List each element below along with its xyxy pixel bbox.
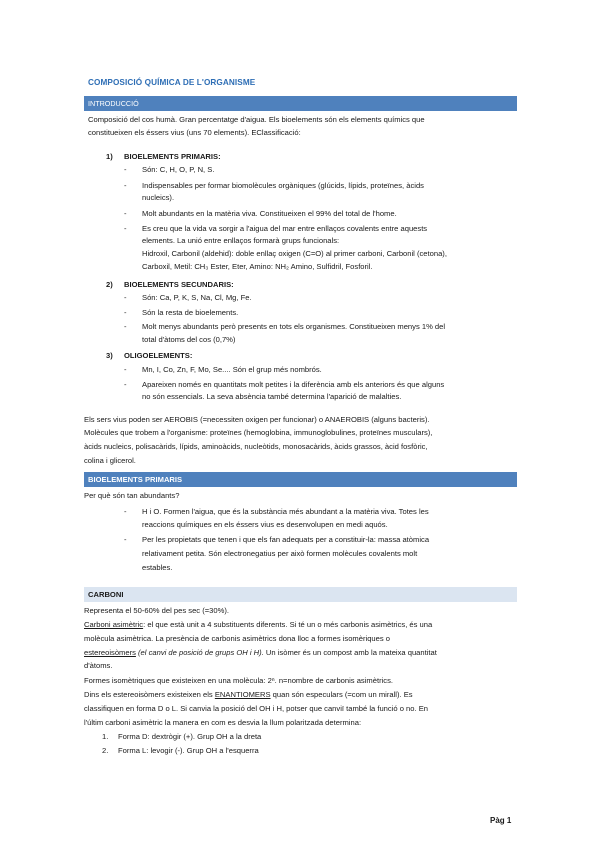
- list-item: Molt menys abundants però presents en tots els organismes. Constitueixen menys 1% del: [142, 322, 446, 331]
- heading-bioelements-secundaris: BIOELEMENTS SECUNDARIS:: [124, 280, 234, 289]
- bullet-dash: -: [124, 507, 127, 516]
- question-line: Per què són tan abundants?: [84, 491, 180, 500]
- bullet-dash: -: [124, 224, 127, 233]
- carboni-line: l'últim carboni asimètric la manera en com es desvia la llum polaritzada determina:: [84, 718, 362, 727]
- list-item: Hidroxil, Carbonil (aldehid): doble enllaç oxigen (C=O) al primer carboni, Carbonil (cetona),: [142, 249, 447, 258]
- list-item: estables.: [142, 563, 173, 572]
- list-number: 1.: [102, 732, 109, 741]
- carboni-line: Representa el 50-60% del pes sec (=30%).: [84, 606, 229, 615]
- carboni-line: d'àtoms.: [84, 661, 113, 670]
- list-number-3: 3): [106, 351, 113, 360]
- list-item: Forma D: dextrògir (+). Grup OH a la dreta: [118, 732, 262, 741]
- heading-bioelements-primaris: BIOELEMENTS PRIMARIS:: [124, 152, 221, 161]
- list-number: 2.: [102, 746, 109, 755]
- carboni-line: Carboni asimètric: el que està unit a 4 substituents diferents. Si té un o més carbonis asimètrics, és una: [84, 620, 433, 629]
- term-carboni-asimetric: Carboni asimètric: [84, 620, 144, 629]
- term-enantiomers: ENANTIOMERS: [214, 690, 271, 699]
- bullet-dash: -: [124, 293, 127, 302]
- section-bar-bioelements-primaris: BIOELEMENTS PRIMARIS: [84, 472, 517, 487]
- list-number-1: 1): [106, 152, 113, 161]
- list-item: Mn, I, Co, Zn, F, Mo, Se.... Són el grup més nombrós.: [142, 365, 322, 374]
- list-item: Es creu que la vida va sorgir a l'aigua del mar entre enllaços covalents entre aquests: [142, 224, 428, 233]
- list-item: Carboxil, Metil: CH₃ Ester, Eter, Amino: NH₂ Amino, Sulfidril, Fosforil.: [142, 262, 373, 271]
- carboni-line: Formes isomètriques que existeixen en una molècula: 2ⁿ. n=nombre de carbonis asimètrics.: [84, 676, 393, 685]
- bullet-dash: -: [124, 209, 127, 218]
- bullet-dash: -: [124, 365, 127, 374]
- page-number: Pàg 1: [490, 816, 512, 825]
- section-bar-carboni: CARBONI: [84, 587, 517, 602]
- paragraph-line: colina i glicerol.: [84, 456, 136, 465]
- carboni-line: Dins els estereoisòmers existeixen els ENANTIOMERS quan són especulars (=com un mirall). Es: [84, 690, 413, 699]
- intro-line-2: constitueixen els éssers vius (uns 70 elements). EClassificació:: [88, 128, 301, 137]
- list-item: H i O. Formen l'aigua, que és la substància més abundant a la matèria viva. Totes les: [142, 507, 429, 516]
- list-item: elements. La unió entre enllaços formarà grups funcionals:: [142, 236, 340, 245]
- paragraph-line: Molècules que trobem a l'organisme: proteïnes (hemoglobina, immunoglobulines, proteïnes musculars),: [84, 428, 433, 437]
- list-item: total d'àtoms del cos (0,7%): [142, 335, 236, 344]
- bullet-dash: -: [124, 535, 127, 544]
- paragraph-line: àcids nucleics, polisacàrids, lípids, aminoàcids, nucleòtids, monosacàrids, àcids grassos, àcid fosfòric,: [84, 442, 428, 451]
- list-item: relativament petita. Són electronegatius per això formen molècules covalents molt: [142, 549, 418, 558]
- bullet-dash: -: [124, 380, 127, 389]
- list-item: Forma L: levogir (-). Grup OH a l'esquerra: [118, 746, 259, 755]
- list-item: Són: C, H, O, P, N, S.: [142, 165, 215, 174]
- document-title: COMPOSICIÓ QUÍMICA DE L'ORGANISME: [88, 78, 256, 87]
- term-estereoisomers: estereoisòmers: [84, 648, 136, 657]
- carboni-line: estereoisòmers (el canvi de posició de grups OH i H). Un isòmer és un compost amb la mateixa quantitat: [84, 648, 437, 657]
- paragraph-line: Els sers vius poden ser AEROBIS (=necessiten oxigen per funcionar) o ANAEROBIS (alguns bacteris).: [84, 415, 430, 424]
- carboni-line: classifiquen en forma D o L. Si canvia la posició del OH i H, potser que canviï també la funció o no. En: [84, 704, 429, 713]
- bullet-dash: -: [124, 181, 127, 190]
- bullet-dash: -: [124, 165, 127, 174]
- list-item: Són: Ca, P, K, S, Na, Cl, Mg, Fe.: [142, 293, 252, 302]
- heading-oligoelements: OLIGOELEMENTS:: [124, 351, 193, 360]
- bullet-dash: -: [124, 308, 127, 317]
- list-item: Són la resta de bioelements.: [142, 308, 239, 317]
- list-item: Apareixen només en quantitats molt petites i la diferència amb els anteriors és que alguns: [142, 380, 445, 389]
- list-item: reaccions químiques en els éssers vius es desenvolupen en medi aquós.: [142, 520, 388, 529]
- intro-line-1: Composició del cos humà. Gran percentatge d'aigua. Els bioelements són els elements químics que: [88, 115, 425, 124]
- carboni-line: molècula asimètrica. La presència de carbonis asimètrics dona lloc a formes isomèriques o: [84, 634, 390, 643]
- list-number-2: 2): [106, 280, 113, 289]
- section-bar-introduccio: INTRODUCCIÓ: [84, 96, 517, 111]
- list-item: nucleics).: [142, 193, 175, 202]
- list-item: Molt abundants en la matèria viva. Constitueixen el 99% del total de l'home.: [142, 209, 397, 218]
- list-item: no són essencials. La seva absència també determina l'aparició de malalties.: [142, 392, 402, 401]
- list-item: Per les propietats que tenen i que els fan adequats per a constituir-la: massa atòmica: [142, 535, 430, 544]
- bullet-dash: -: [124, 322, 127, 331]
- list-item: Indispensables per formar biomolècules orgàniques (glúcids, lípids, proteïnes, àcids: [142, 181, 424, 190]
